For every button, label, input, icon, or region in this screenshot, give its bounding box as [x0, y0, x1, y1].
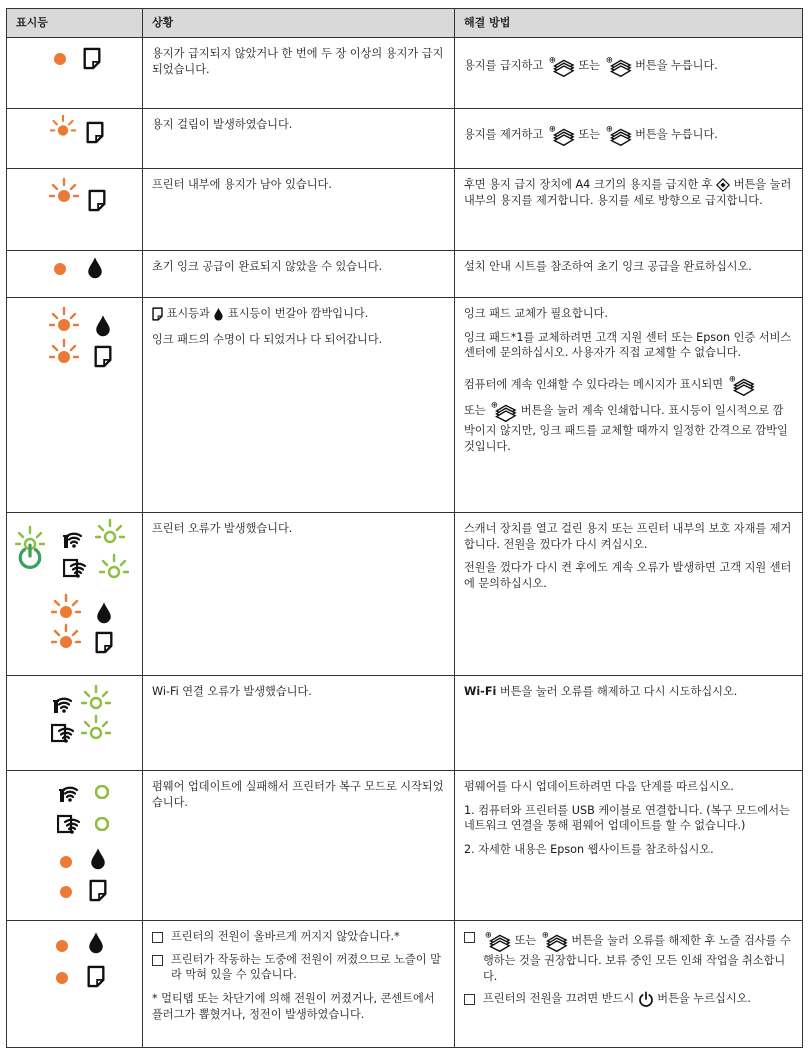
solution-text: 또는: [578, 58, 600, 72]
paper-icon: [86, 121, 104, 144]
header-situation: 상황: [143, 9, 455, 38]
ink-drop-icon: [213, 307, 224, 321]
situation-text: 잉크 패드의 수명이 다 되었거나 다 되어갑니다.: [152, 332, 383, 346]
check-box-icon: [464, 932, 475, 943]
solution-text: 버튼을 눌러 내부의 용지를 제거합니다. 용지를 세로 방향으로 급지합니다.: [464, 177, 792, 207]
blinking-green-light-icon: [95, 518, 125, 548]
ink-drop-icon: [89, 847, 107, 870]
situation-cell: [143, 108, 455, 168]
table-row: [7, 512, 803, 675]
indicator-cell: [7, 770, 143, 920]
solution-text: 버튼을 누릅니다.: [635, 58, 718, 72]
orange-light-icon: [59, 855, 73, 869]
solution-cell: [455, 297, 803, 512]
copy-button-icon: [604, 54, 632, 78]
solution-cell: [455, 250, 803, 297]
solution-text: 또는: [514, 933, 537, 947]
solution-text: 버튼을 누르십시오.: [657, 992, 751, 1006]
solution-text: 펌웨어를 다시 업데이트하려면 다음 단계를 따르십시오.: [464, 779, 734, 793]
paper-icon: [94, 345, 112, 368]
wifi-direct-icon: [51, 722, 77, 744]
copy-button-icon: [547, 123, 575, 147]
blinking-green-light-icon: [99, 553, 129, 583]
situation-footnote: * 멀티탭 또는 차단기에 의해 전원이 꺼졌거나, 콘센트에서 플러그가 뽑혔거나, 정전이 발생하였습니다.: [152, 992, 435, 1022]
wifi-icon: [53, 692, 77, 714]
situation-text: 프린터 내부에 용지가 남아 있습니다.: [152, 177, 332, 191]
orange-light-icon: [53, 52, 67, 66]
situation-text: 프린터의 전원이 올바르게 꺼지지 않았습니다.*: [171, 929, 400, 943]
solution-cell: [455, 37, 803, 108]
power-icon: [638, 991, 654, 1007]
solution-text: 컴퓨터에 계속 인쇄할 수 있다라는 메시지가 표시되면: [464, 378, 724, 392]
stop-button-icon: [716, 178, 730, 192]
fast-blinking-green-light-icon: [81, 684, 111, 714]
situation-cell: [143, 250, 455, 297]
situation-cell: [143, 675, 455, 770]
table-header-row: [7, 9, 803, 38]
situation-text: Wi-Fi 연결 오류가 발생했습니다.: [152, 684, 312, 698]
wifi-icon: [59, 781, 83, 803]
solution-text: 버튼을 눌러 계속 인쇄합니다. 표시등이 일시적으로 깜박이지 않지만, 잉크 패드를 교체할 때까지 일정한 간격으로 깜박일 것입니다.: [464, 404, 788, 454]
table-row: [7, 920, 803, 1047]
solution-text: 용지를 급지하고: [464, 58, 544, 72]
solution-text: 용지를 제거하고: [464, 127, 544, 141]
indicator-cell: [7, 108, 143, 168]
indicator-cell: [7, 250, 143, 297]
copy-button-icon: [483, 929, 511, 953]
paper-icon: [89, 879, 107, 902]
indicator-cell: [7, 675, 143, 770]
situation-text: 용지가 급지되지 않았거나 한 번에 두 장 이상의 용지가 급지되었습니다.: [152, 46, 444, 76]
situation-cell: [143, 297, 455, 512]
orange-light-icon: [55, 971, 69, 985]
header-solution: 해결 방법: [455, 9, 803, 38]
wifi-icon: [63, 527, 87, 549]
solution-text: 2. 자세한 내용은 Epson 웹사이트를 참조하십시오.: [464, 843, 714, 857]
situation-cell: [143, 37, 455, 108]
blinking-orange-light-icon: [50, 114, 76, 140]
paper-icon: [83, 47, 101, 70]
solution-text: 설치 안내 시트를 참조하여 초기 잉크 공급을 완료하십시오.: [464, 259, 752, 273]
table-row: [7, 675, 803, 770]
table-row: [7, 770, 803, 920]
wifi-button-label: Wi-Fi: [464, 684, 497, 698]
copy-button-icon: [604, 123, 632, 147]
solution-text: 잉크 패드 교체가 필요합니다.: [464, 306, 608, 320]
ink-drop-icon: [94, 314, 112, 337]
orange-light-icon: [55, 939, 69, 953]
paper-icon: [95, 631, 113, 654]
solution-text: 1. 컴퓨터와 프린터를 USB 케이블로 연결합니다. (복구 모드에서는 네트워크 연결을 통해 펌웨어 업데이트를 할 수 없습니다.): [464, 803, 790, 833]
wifi-direct-icon: [63, 557, 89, 579]
fast-blinking-orange-light-icon: [49, 177, 79, 207]
solution-cell: [455, 770, 803, 920]
orange-light-icon: [59, 885, 73, 899]
header-indicator: 표시등: [7, 9, 143, 38]
table-row: [7, 250, 803, 297]
indicator-table: [6, 8, 803, 1048]
table-row: [7, 297, 803, 512]
fast-blinking-green-light-icon: [81, 714, 111, 744]
solution-cell: [455, 920, 803, 1047]
blinking-orange-light-icon: [49, 338, 79, 368]
solution-text: 전원을 껐다가 다시 켠 후에도 계속 오류가 발생하면 고객 지원 센터에 문의하십시오.: [464, 561, 792, 591]
situation-text: 프린터가 작동하는 도중에 전원이 꺼졌으므로 노즐이 말라 막혀 있을 수 있습니다.: [171, 952, 441, 982]
table-row: [7, 108, 803, 168]
solution-cell: [455, 108, 803, 168]
situation-cell: [143, 168, 455, 250]
table-row: [7, 168, 803, 250]
indicator-cell: [7, 512, 143, 675]
check-box-icon: [152, 932, 163, 943]
solution-cell: [455, 168, 803, 250]
indicator-cell: [7, 920, 143, 1047]
solution-text: 또는: [578, 127, 600, 141]
solution-cell: [455, 512, 803, 675]
paper-icon: [152, 307, 163, 321]
solution-text: 버튼을 누릅니다.: [635, 127, 718, 141]
situation-cell: [143, 512, 455, 675]
solution-text: 또는: [464, 404, 486, 418]
ink-drop-icon: [86, 256, 104, 279]
copy-button-icon: [489, 399, 517, 423]
solution-text: 스캐너 장치를 열고 걸린 용지 또는 프린터 내부의 보호 자재를 제거합니다. 전원을 껐다가 다시 켜십시오.: [464, 521, 792, 551]
situation-cell: [143, 770, 455, 920]
indicator-cell: [7, 297, 143, 512]
ink-drop-icon: [87, 931, 105, 954]
ink-drop-icon: [95, 601, 113, 624]
copy-button-icon: [727, 373, 755, 397]
situation-text: 표시등과: [166, 306, 210, 320]
blinking-orange-light-icon: [51, 593, 81, 623]
paper-icon: [87, 965, 105, 988]
solution-text: 잉크 패드*1를 교체하려면 고객 지원 센터 또는 Epson 인증 서비스 센터에 문의하십시오. 사용자가 직접 교체할 수 없습니다.: [464, 330, 792, 360]
solution-text: 후면 용지 급지 장치에 A4 크기의 용지를 급지한 후: [464, 177, 713, 191]
blinking-orange-light-icon: [51, 623, 81, 653]
situation-cell: [143, 920, 455, 1047]
situation-text: 용지 걸림이 발생하였습니다.: [152, 117, 293, 131]
green-light-icon: [95, 785, 109, 799]
table-row: [7, 37, 803, 108]
indicator-cell: [7, 168, 143, 250]
solution-text: 버튼을 눌러 오류를 해제한 후 노즐 검사를 수행하는 것을 권장합니다. 보류 중인 모든 인쇄 작업을 취소합니다.: [483, 933, 791, 983]
paper-icon: [88, 189, 106, 212]
copy-button-icon: [547, 54, 575, 78]
check-box-icon: [464, 994, 475, 1005]
solution-text: 버튼을 눌러 오류를 해제하고 다시 시도하십시오.: [496, 684, 738, 698]
check-box-icon: [152, 955, 163, 966]
solution-text: 프린터의 전원을 끄려면 반드시: [483, 992, 635, 1006]
wifi-direct-icon: [57, 813, 83, 835]
solution-cell: [455, 675, 803, 770]
indicator-cell: [7, 37, 143, 108]
situation-text: 프린터 오류가 발생했습니다.: [152, 521, 293, 535]
situation-text: 표시등이 번갈아 깜박입니다.: [227, 306, 369, 320]
orange-light-icon: [53, 262, 67, 276]
situation-text: 펌웨어 업데이트에 실패해서 프린터가 복구 모드로 시작되었습니다.: [152, 779, 444, 809]
copy-button-icon: [540, 929, 568, 953]
green-light-icon: [95, 817, 109, 831]
blinking-orange-light-icon: [49, 306, 79, 336]
situation-text: 초기 잉크 공급이 완료되지 않았을 수 있습니다.: [152, 259, 383, 273]
power-icon: [17, 543, 43, 569]
